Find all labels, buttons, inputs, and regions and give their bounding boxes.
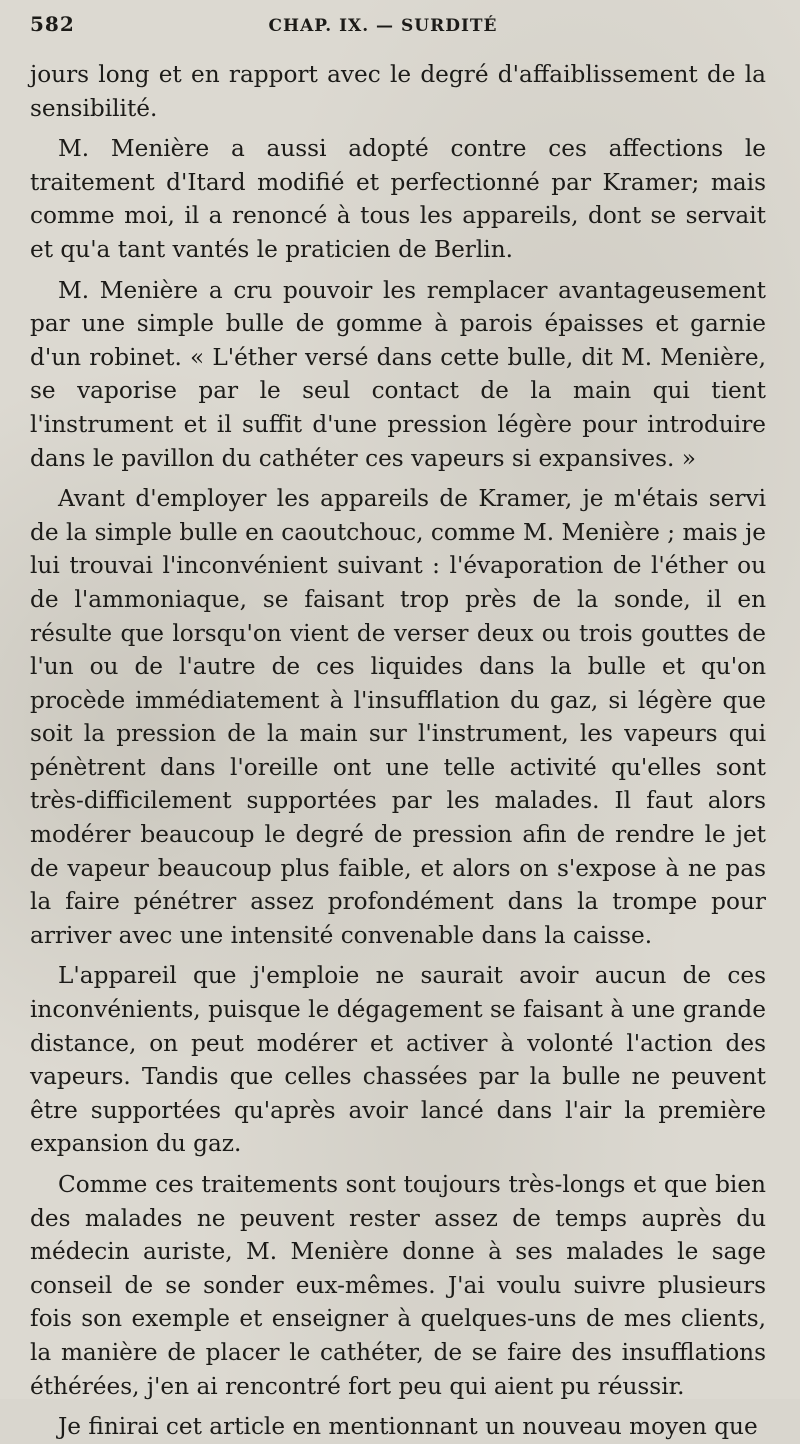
paragraph-rubber-bulb: M. Menière a cru pouvoir les remplacer avantageusement par une simple bulle de gomme à parois épaisses et garnie d'un robinet. « L'éther versé dans cette bulle, dit M. Menière, se vaporise par le seul contact de la main qui tient l'instrument et il suffit d'une pression légère pour introduire dans le pavillon du cathéter ces vapeurs si expansives. » <box>30 276 766 472</box>
page-number: 582 <box>30 12 75 36</box>
paragraph-self-catheterization: Comme ces traitements sont toujours très-longs et que bien des malades ne peuvent rester assez de temps auprès du médecin auriste, M. Menière donne à ses malades le sage conseil de se sonder eux-mêmes. J'ai voulu suivre plusieurs fois son exemple et enseigner à quelques-uns de mes clients, la manière de placer le cathéter, de se faire des insufflations éthérées, j'en ai rencontré fort peu qui aient pu réussir. <box>30 1171 766 1400</box>
body-text <box>30 58 766 1444</box>
paragraph-closing: Je finirai cet article en mentionnant un nouveau moyen que <box>58 1413 758 1441</box>
running-head <box>30 12 766 42</box>
paragraph-itard-treatment: M. Menière a aussi adopté contre ces affections le traitement d'Itard modifié et perfectionné par Kramer; mais comme moi, il a renoncé à tous les appareils, dont se servait et qu'a tant vantés le praticien de Berlin. <box>30 135 766 263</box>
paragraph-continuation: jours long et en rapport avec le degré d'affaiblissement de la sensibilité. <box>30 61 766 122</box>
chapter-title: CHAP. IX. — SURDITÉ <box>268 16 498 36</box>
paragraph-apparatus-advantages: L'appareil que j'emploie ne saurait avoir aucun de ces inconvénients, puisque le dégagement se faisant à une grande distance, on peut modérer et activer à volonté l'action des vapeurs. Tandis que celles chassées par la bulle ne peuvent être supportées qu'après avoir lancé dans l'air la première expansion du gaz. <box>30 962 766 1158</box>
paragraph-kramer-apparatus: Avant d'employer les appareils de Kramer, je m'étais servi de la simple bulle en caoutchouc, comme M. Menière ; mais je lui trouvai l'inconvénient suivant : l'évaporation de l'éther ou de l'ammoniaque, se faisant trop près de la sonde, il en résulte que lorsqu'on vient de verser deux ou trois gouttes de l'un ou de l'autre de ces liquides dans la bulle et qu'on procède immédiatement à l'insufflation du gaz, si légère que soit la pression de la main sur l'instrument, les vapeurs qui pénètrent dans l'oreille ont une telle activité qu'elles sont très-difficilement supportées par les malades. Il faut alors modérer beaucoup le degré de pression afin de rendre le jet de vapeur beaucoup plus faible, et alors on s'expose à ne pas la faire pénétrer assez profondément dans la trompe pour arriver avec une intensité convenable dans la caisse. <box>30 485 766 949</box>
